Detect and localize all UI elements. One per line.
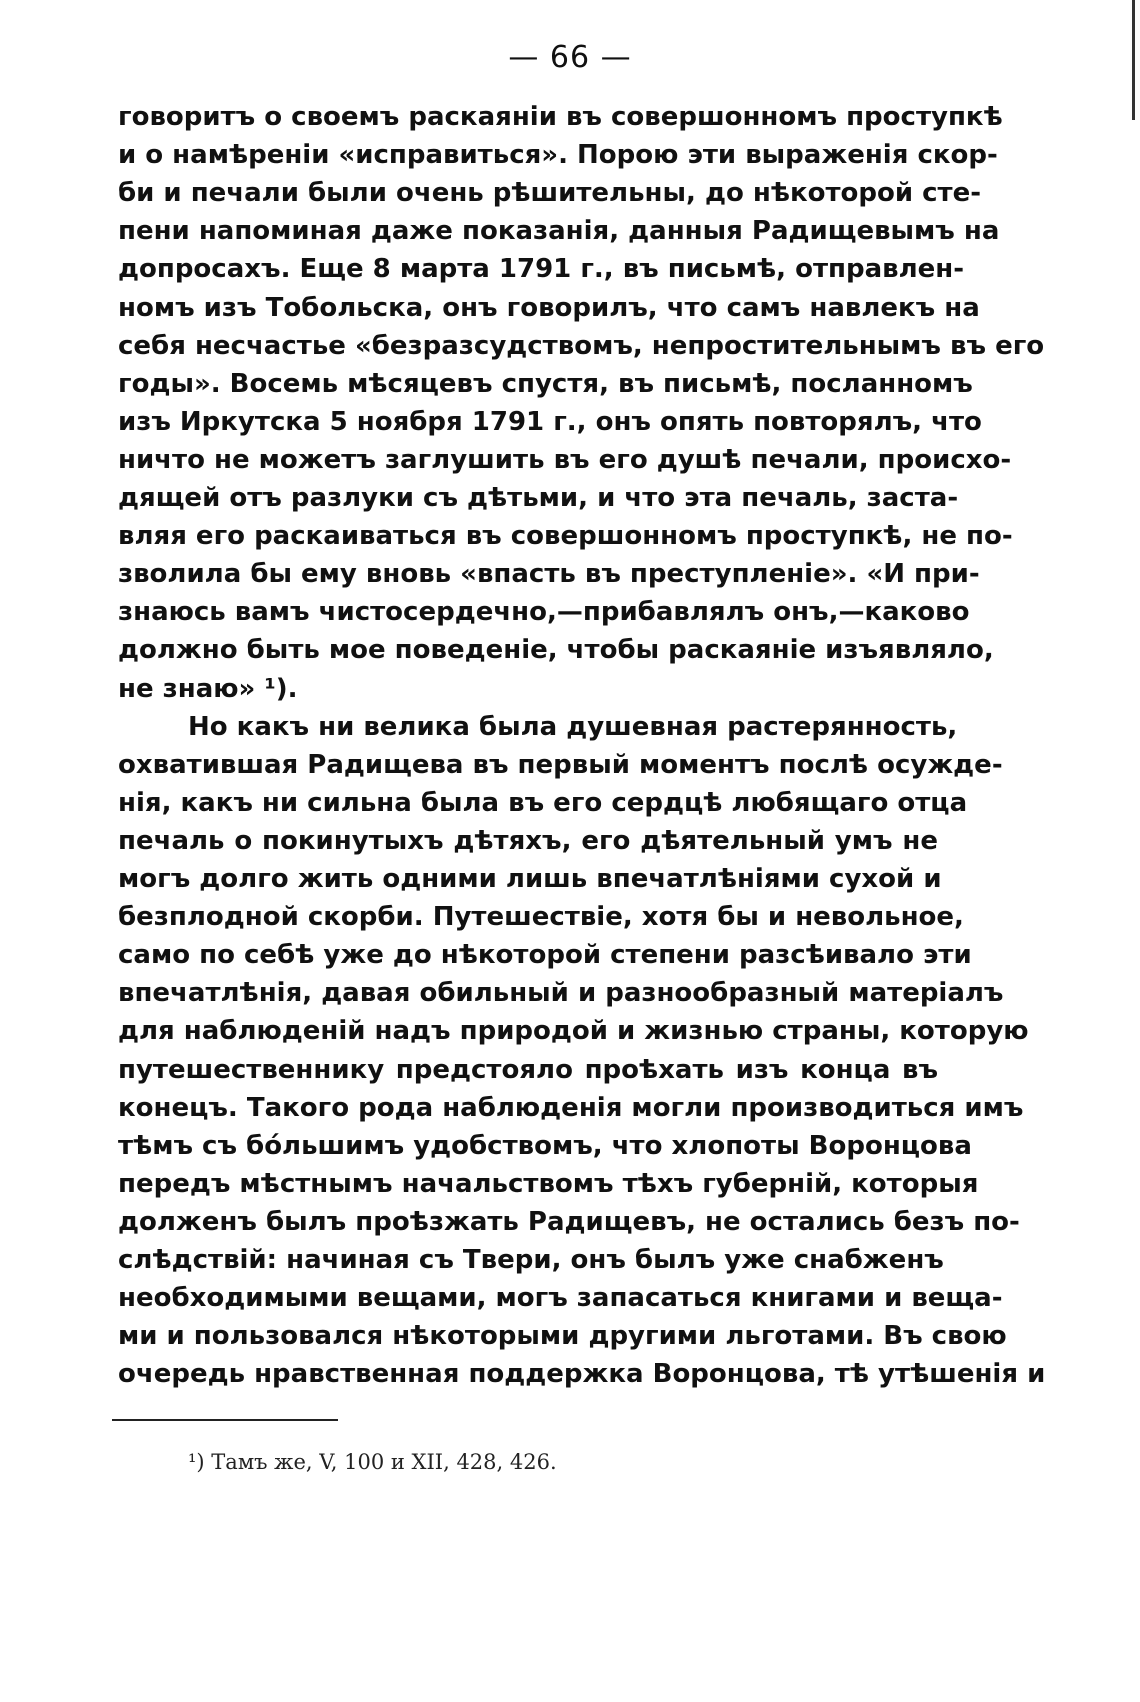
text-line: передъ мѣстнымъ начальствомъ тѣхъ губерній, которыя	[118, 1169, 979, 1199]
text-line: Но какъ ни велика была душевная растерянность,	[188, 712, 958, 742]
text-line: нія, какъ ни сильна была въ его сердцѣ любящаго отца	[118, 788, 968, 818]
text-line: и о намѣреніи «исправиться». Порою эти выраженія скор-	[118, 140, 998, 170]
text-line: изъ Иркутска 5 ноября 1791 г., онъ опять повторялъ, что	[118, 407, 982, 437]
footnote: ¹) Тамъ же, V, 100 и XII, 428, 426.	[188, 1450, 557, 1474]
footnote-separator	[112, 1419, 338, 1421]
text-line: печаль о покинутыхъ дѣтяхъ, его дѣятельный умъ не	[118, 826, 938, 856]
page-number: — 66 —	[508, 40, 632, 75]
text-line: ми и пользовался нѣкоторыми другими льготами. Въ свою	[118, 1321, 1007, 1351]
text-line: само по себѣ уже до нѣкоторой степени разсѣивало эти	[118, 940, 972, 970]
text-line: путешественнику предстояло проѣхать изъ конца въ	[118, 1055, 938, 1085]
text-line: должно быть мое поведеніе, чтобы раскаяніе изъявляло,	[118, 635, 994, 665]
text-line: себя несчастье «безразсудствомъ, непростительнымъ въ его	[118, 331, 1045, 361]
text-line: могъ долго жить одними лишь впечатлѣніями сухой и	[118, 864, 942, 894]
text-line: долженъ былъ проѣзжать Радищевъ, не остались безъ по-	[118, 1207, 1020, 1237]
text-line: вляя его раскаиваться въ совершонномъ проступкѣ, не по-	[118, 521, 1013, 551]
text-line: пени напоминая даже показанія, данныя Радищевымъ на	[118, 216, 1000, 246]
text-line: годы». Восемь мѣсяцевъ спустя, въ письмѣ, посланномъ	[118, 369, 973, 399]
text-line: би и печали были очень рѣшительны, до нѣкоторой сте-	[118, 178, 982, 208]
text-line: охватившая Радищева въ первый моментъ послѣ осужде-	[118, 750, 1003, 780]
text-line: не знаю» ¹).	[118, 674, 298, 704]
text-line: номъ изъ Тобольска, онъ говорилъ, что самъ навлекъ на	[118, 293, 980, 323]
text-line: ничто не можетъ заглушить въ его душѣ печали, происхо-	[118, 445, 1012, 475]
text-line: для наблюденій надъ природой и жизнью страны, которую	[118, 1016, 1029, 1046]
text-line: слѣдствій: начиная съ Твери, онъ былъ уже снабженъ	[118, 1245, 944, 1275]
text-line: говоритъ о своемъ раскаяніи въ совершонномъ проступкѣ	[118, 102, 1003, 132]
text-line: тѣмъ съ бóльшимъ удобствомъ, что хлопоты Воронцова	[118, 1131, 972, 1161]
text-line: зволила бы ему вновь «впасть въ преступленіе». «И при-	[118, 559, 980, 589]
text-line: впечатлѣнія, давая обильный и разнообразный матеріалъ	[118, 978, 1004, 1008]
text-line: знаюсь вамъ чистосердечно,—прибавлялъ онъ,—каково	[118, 597, 970, 627]
text-line: допросахъ. Еще 8 марта 1791 г., въ письмѣ, отправлен-	[118, 254, 965, 284]
text-line: безплодной скорби. Путешествіе, хотя бы и невольное,	[118, 902, 964, 932]
text-line: очередь нравственная поддержка Воронцова, тѣ утѣшенія и	[118, 1359, 1046, 1389]
text-line: дящей отъ разлуки съ дѣтьми, и что эта печаль, заста-	[118, 483, 959, 513]
text-line: необходимыми вещами, могъ запасаться книгами и веща-	[118, 1283, 1003, 1313]
text-line: конецъ. Такого рода наблюденія могли производиться имъ	[118, 1093, 1024, 1123]
